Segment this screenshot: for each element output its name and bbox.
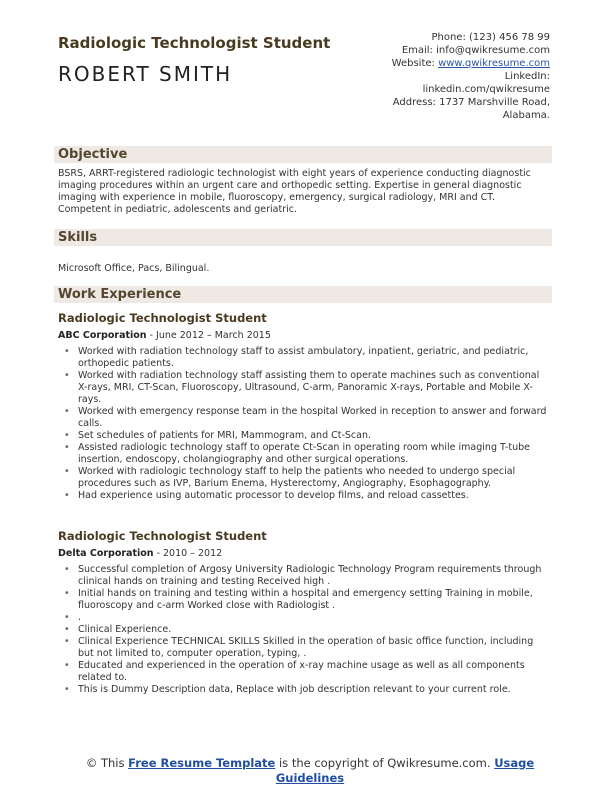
section-title: Skills — [58, 230, 98, 245]
list-item: • . — [64, 612, 82, 623]
contact-block — [320, 31, 550, 122]
contact-email: Email: info@qwikresume.com — [401, 45, 550, 56]
website-link[interactable]: www.qwikresume.com — [438, 58, 550, 69]
list-item: • Worked with radiologic technology staff to help the patients who needed to undergo special procedures such as IVP, Barium Enema, Hysterectomy, Angiography, Esophagography. — [64, 466, 516, 489]
list-item: • Worked with radiation technology staff assisting them to operate machines such as conventional X-rays, MRI, CT-Scan, Fluoroscopy, Ultrasound, C-arm, Panoramic X-rays, Portable and Mobile X-rays. — [64, 370, 540, 405]
company-name: Delta Corporation — [58, 548, 154, 559]
contact-linkedin-label: LinkedIn: — [504, 71, 550, 82]
list-item: • Clinical Experience TECHNICAL SKILLS Skilled in the operation of basic office function, including but not limited to, computer operation, typing, . — [64, 636, 534, 659]
job-title: Radiologic Technologist Student — [58, 311, 267, 325]
section-title: Objective — [58, 147, 128, 162]
job-title: Radiologic Technologist Student — [58, 529, 267, 543]
copyright-footer: © This Free Resume Template is the copyright of Qwikresume.com. Usage Guidelines — [85, 756, 535, 785]
list-item: • Clinical Experience. — [64, 624, 172, 635]
job-bullets — [62, 564, 548, 696]
contact-linkedin: linkedin.com/qwikresume — [422, 84, 550, 95]
usage-guidelines-link[interactable]: Usage Guidelines — [275, 756, 535, 785]
company-name: ABC Corporation — [58, 330, 147, 341]
contact-address-line2: Alabama. — [502, 110, 550, 121]
free-resume-template-link[interactable]: Free Resume Template — [128, 756, 276, 770]
skills-text: Microsoft Office, Pacs, Bilingual. — [58, 263, 210, 274]
contact-website: Website: www.qwikresume.com — [391, 58, 550, 69]
list-item: • Worked with emergency response team in the hospital Worked in reception to answer and forward calls. — [64, 406, 547, 429]
job-company-dates — [58, 330, 271, 341]
list-item: • This is Dummy Description data, Replace with job description relevant to your current role. — [64, 684, 511, 695]
section-title: Work Experience — [58, 287, 182, 302]
section-objective — [54, 146, 552, 163]
contact-address: Address: 1737 Marshville Road, — [392, 97, 550, 108]
section-work-experience — [54, 286, 552, 303]
job-dates: - June 2012 – March 2015 — [146, 330, 271, 341]
list-item: • Initial hands on training and testing within a hospital and emergency setting Training in mobile, fluoroscopy and c-arm Worked close with Radiologist . — [64, 588, 533, 611]
job-company-dates — [58, 548, 222, 559]
list-item: • Successful completion of Argosy University Radiologic Technology Program requirements through clinical hands on training and testing Received high . — [64, 564, 542, 587]
job-bullets — [62, 346, 548, 502]
objective-text: BSRS, ARRT-registered radiologic technologist with eight years of experience conducting diagnostic imaging procedures within an urgent care and orthopedic setting. Expertise in general diagnostic imaging with experience in mobile, fluoroscopy, emergency, surgical radiology, MRI and CT. Competent in pediatric, adolescents and geriatric. — [58, 168, 531, 215]
candidate-name: ROBERT SMITH — [58, 62, 233, 86]
resume-job-title: Radiologic Technologist Student — [58, 34, 331, 52]
list-item: • Had experience using automatic processor to develop films, and reload cassettes. — [64, 490, 469, 501]
list-item: • Assisted radiologic technology staff to operate Ct-Scan in operating room while imaging T-tube insertion, endoscopy, cholangiography and other surgical operations. — [64, 442, 530, 465]
list-item: • Set schedules of patients for MRI, Mammogram, and Ct-Scan. — [64, 430, 372, 441]
list-item: • Educated and experienced in the operation of x-ray machine usage as well as all components related to. — [64, 660, 525, 683]
section-skills — [54, 229, 552, 246]
job-dates: - 2010 – 2012 — [153, 548, 223, 559]
list-item: • Worked with radiation technology staff to assist ambulatory, inpatient, geriatric, and pediatric, orthopedic patients. — [64, 346, 529, 369]
contact-phone: Phone: (123) 456 78 99 — [431, 32, 550, 43]
